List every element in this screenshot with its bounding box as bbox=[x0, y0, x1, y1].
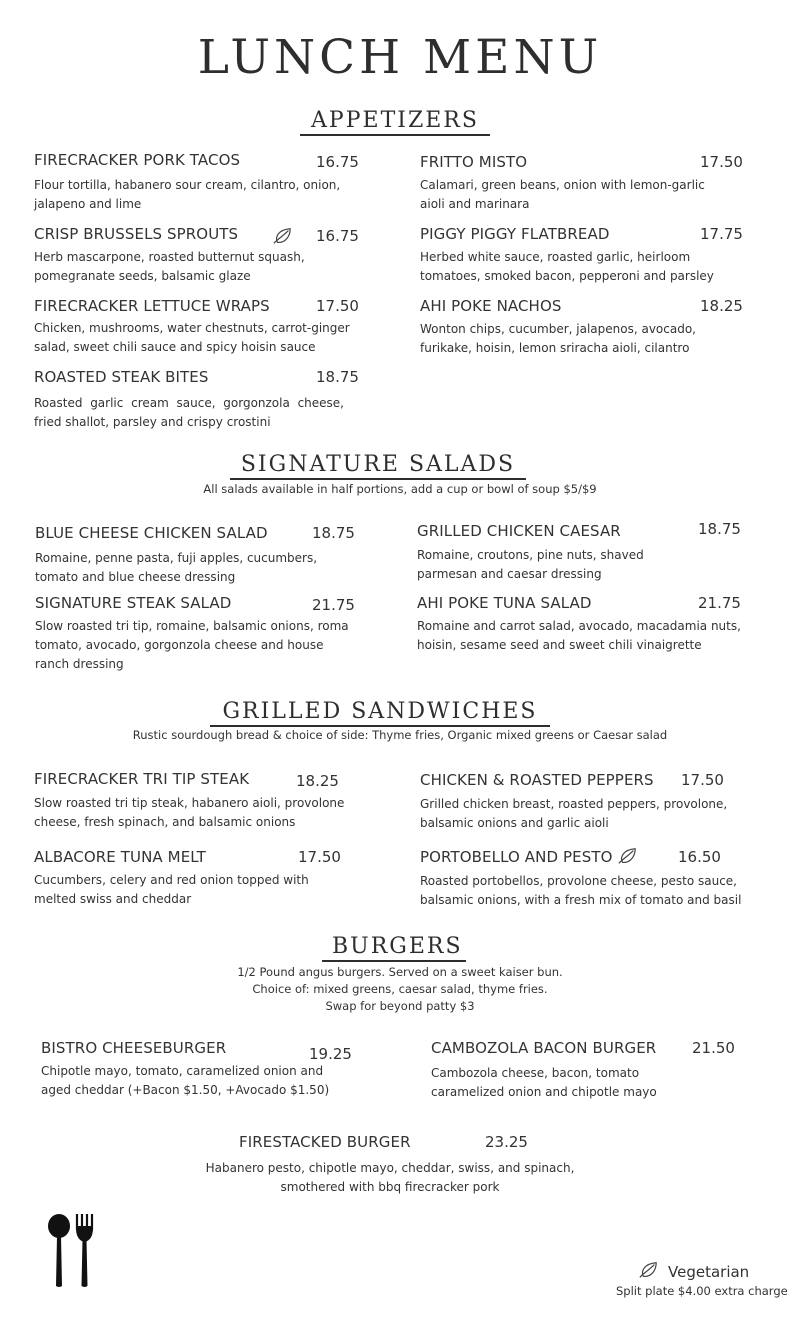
burgers-subtitle-line: 1/2 Pound angus burgers. Served on a sweet kaiser bun. bbox=[237, 965, 563, 979]
item-price: 21.75 bbox=[312, 596, 355, 614]
item-name: FRITTO MISTO bbox=[420, 153, 528, 171]
item-price: 17.75 bbox=[700, 225, 743, 243]
item-name: PORTOBELLO AND PESTO bbox=[420, 848, 613, 866]
item-desc: Slow roasted tri tip steak, habanero aioli, provolone cheese, fresh spinach, and balsamic onions bbox=[34, 796, 345, 829]
item-desc: Calamari, green beans, onion with lemon-garlic aioli and marinara bbox=[420, 178, 705, 211]
item-desc: Cucumbers, celery and red onion topped with melted swiss and cheddar bbox=[34, 873, 309, 906]
item-name: ROASTED STEAK BITES bbox=[34, 368, 209, 386]
burgers-subtitle-line: Swap for beyond patty $3 bbox=[325, 999, 475, 1013]
item-name: AHI POKE NACHOS bbox=[420, 297, 562, 315]
item-price: 18.25 bbox=[296, 772, 339, 790]
item-desc: Habanero pesto, chipotle mayo, cheddar, swiss, and spinach, smothered with bbq firecracker pork bbox=[205, 1161, 575, 1194]
item-price: 17.50 bbox=[700, 153, 743, 171]
item-desc: Cambozola cheese, bacon, tomato caramelized onion and chipotle mayo bbox=[431, 1066, 657, 1099]
item-desc: Herb mascarpone, roasted butternut squash, pomegranate seeds, balsamic glaze bbox=[34, 250, 305, 283]
spoon-fork-icon bbox=[46, 1212, 102, 1288]
item-name: CRISP BRUSSELS SPROUTS bbox=[34, 225, 239, 243]
item-price: 16.75 bbox=[316, 153, 359, 171]
item-price: 18.75 bbox=[698, 520, 741, 538]
item-desc: Chipotle mayo, tomato, caramelized onion and aged cheddar (+Bacon $1.50, +Avocado $1.50) bbox=[41, 1064, 330, 1097]
burgers-subtitle-line: Choice of: mixed greens, caesar salad, thyme fries. bbox=[252, 982, 548, 996]
leaf-icon bbox=[637, 1260, 659, 1280]
item-name: ALBACORE TUNA MELT bbox=[34, 848, 206, 866]
item-desc: Roasted portobellos, provolone cheese, pesto sauce, balsamic onions, with a fresh mix of tomato and basil bbox=[420, 874, 742, 907]
leaf-icon bbox=[271, 226, 293, 246]
salads-subtitle: All salads available in half portions, add a cup or bowl of soup $5/$9 bbox=[203, 482, 597, 496]
item-name: FIRECRACKER TRI TIP STEAK bbox=[34, 770, 250, 788]
item-name: FIRESTACKED BURGER bbox=[239, 1133, 411, 1151]
item-desc: Grilled chicken breast, roasted peppers, provolone, balsamic onions and garlic aioli bbox=[420, 797, 728, 830]
item-price: 17.50 bbox=[298, 848, 341, 866]
item-name: CHICKEN & ROASTED PEPPERS bbox=[420, 771, 654, 789]
item-price: 18.75 bbox=[312, 524, 355, 542]
item-desc: Herbed white sauce, roasted garlic, heirloom tomatoes, smoked bacon, pepperoni and parsley bbox=[420, 250, 714, 283]
item-desc: Chicken, mushrooms, water chestnuts, carrot-ginger salad, sweet chili sauce and spicy hoisin sauce bbox=[34, 321, 350, 354]
item-price: 17.50 bbox=[681, 771, 724, 789]
item-name: FIRECRACKER LETTUCE WRAPS bbox=[34, 297, 270, 315]
item-price: 18.75 bbox=[316, 368, 359, 386]
item-desc: Wonton chips, cucumber, jalapenos, avocado, furikake, hoisin, lemon sriracha aioli, cilantro bbox=[420, 322, 696, 355]
vegetarian-legend-label: Vegetarian bbox=[668, 1263, 750, 1281]
item-name: BLUE CHEESE CHICKEN SALAD bbox=[35, 524, 268, 542]
item-name: GRILLED CHICKEN CAESAR bbox=[417, 522, 621, 540]
item-name: PIGGY PIGGY FLATBREAD bbox=[420, 225, 610, 243]
item-price: 23.25 bbox=[485, 1133, 528, 1151]
split-plate-note: Split plate $4.00 extra charge bbox=[616, 1284, 788, 1298]
item-name: BISTRO CHEESEBURGER bbox=[41, 1039, 227, 1057]
item-price: 17.50 bbox=[316, 297, 359, 315]
item-price: 21.75 bbox=[698, 594, 741, 612]
item-price: 18.25 bbox=[700, 297, 743, 315]
item-price: 16.50 bbox=[678, 848, 721, 866]
salads-heading: SIGNATURE SALADS bbox=[230, 452, 526, 480]
item-price: 16.75 bbox=[316, 227, 359, 245]
sandwiches-heading: GRILLED SANDWICHES bbox=[210, 699, 550, 727]
appetizers-heading: APPETIZERS bbox=[300, 108, 490, 136]
item-desc: Romaine, croutons, pine nuts, shaved parmesan and caesar dressing bbox=[417, 548, 644, 581]
item-desc: Slow roasted tri tip, romaine, balsamic onions, roma tomato, avocado, gorgonzola cheese and house ranch dressing bbox=[35, 619, 349, 671]
item-price: 21.50 bbox=[692, 1039, 735, 1057]
item-price: 19.25 bbox=[309, 1045, 352, 1063]
sandwiches-subtitle: Rustic sourdough bread & choice of side: Thyme fries, Organic mixed greens or Caesar salad bbox=[132, 728, 668, 742]
item-desc: Romaine, penne pasta, fuji apples, cucumbers, tomato and blue cheese dressing bbox=[35, 551, 318, 584]
item-desc: Roasted garlic cream sauce, gorgonzola cheese, fried shallot, parsley and crispy crostini bbox=[34, 396, 344, 429]
item-desc: Flour tortilla, habanero sour cream, cilantro, onion, jalapeno and lime bbox=[34, 178, 341, 211]
leaf-icon bbox=[616, 846, 638, 866]
item-desc: Romaine and carrot salad, avocado, macadamia nuts, hoisin, sesame seed and sweet chili vinaigrette bbox=[417, 619, 741, 652]
item-name: AHI POKE TUNA SALAD bbox=[417, 594, 592, 612]
item-name: CAMBOZOLA BACON BURGER bbox=[431, 1039, 657, 1057]
burgers-heading: BURGERS bbox=[322, 934, 466, 962]
item-name: FIRECRACKER PORK TACOS bbox=[34, 151, 241, 169]
menu-title: LUNCH MENU bbox=[197, 30, 603, 85]
item-name: SIGNATURE STEAK SALAD bbox=[35, 594, 232, 612]
